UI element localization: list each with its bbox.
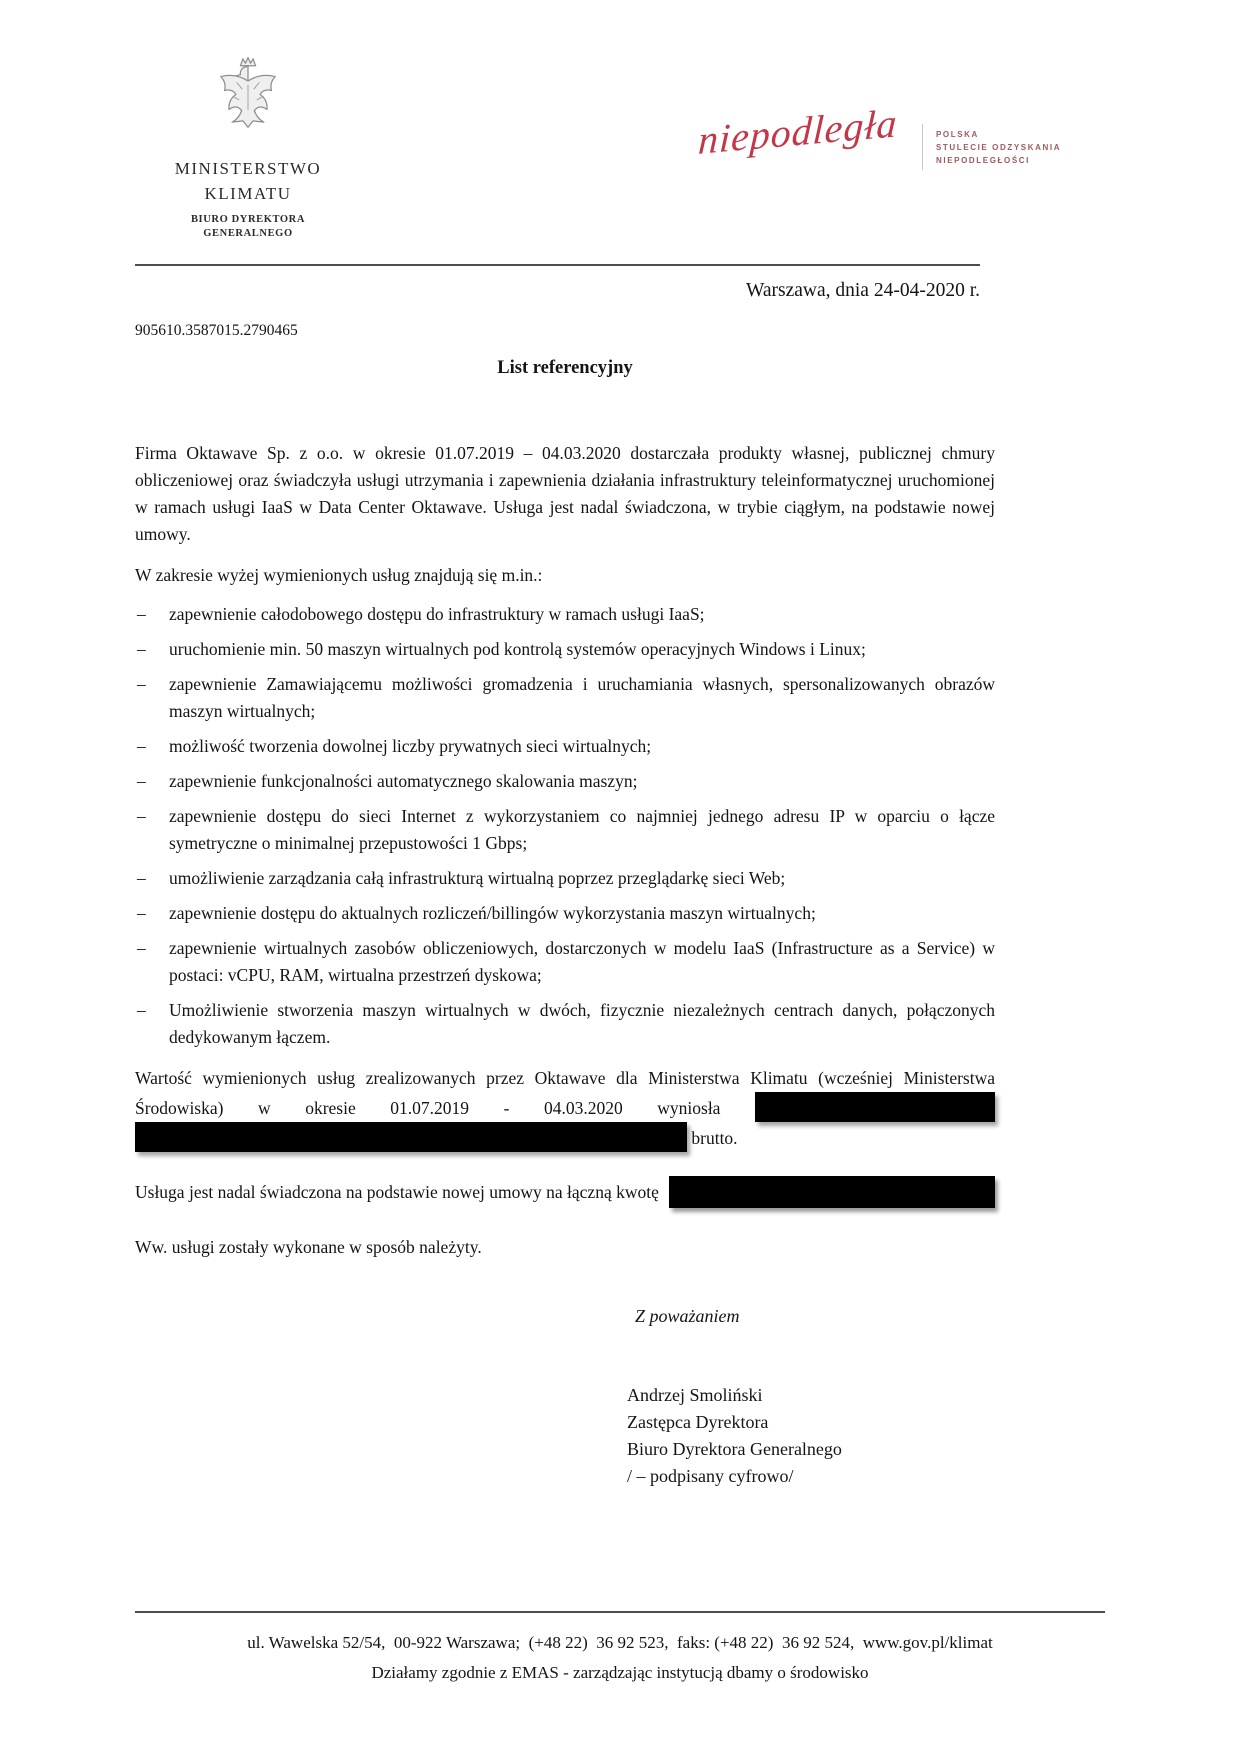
redaction-box-amount-3 — [669, 1176, 995, 1208]
footer — [135, 1628, 1105, 1688]
reference-number: 905610.3587015.2790465 — [135, 322, 298, 339]
intro-paragraph: Firma Oktawave Sp. z o.o. w okresie 01.07.2019 – 04.03.2020 dostarczała produkty własnej, publicznej chmury obliczeniowej oraz świadczyła usługi utrzymania i zapewnienia działania infrastruktury teleinformatycznej uruchomionej w ramach usługi IaaS w Data Center Oktawave. Usługa jest nadal świadczona, w trybie ciągłym, na podstawie nowej umowy. — [135, 443, 995, 544]
signer-title: Zastępca Dyrektora — [627, 1412, 769, 1432]
place-and-date: Warszawa, dnia 24-04-2020 r. — [746, 280, 980, 301]
polish-eagle-emblem-icon — [210, 52, 286, 148]
footer-emas-line: Działamy zgodnie z EMAS - zarządzając instytucją dbamy o środowisko — [371, 1663, 869, 1682]
new-contract-paragraph — [135, 1176, 995, 1208]
closing-statement: Ww. usługi zostały wykonane w sposób należyty. — [135, 1237, 482, 1257]
services-list-intro: W zakresie wyżej wymienionych usług znajdują się m.in.: — [135, 565, 543, 585]
list-item — [135, 865, 995, 892]
dash-bullet: – — [137, 868, 146, 888]
dash-bullet: – — [137, 771, 146, 791]
new-contract-text: Usługa jest nadal świadczona na podstawie nowej umowy na łączną kwotę — [135, 1181, 659, 1202]
dash-bullet: – — [137, 674, 146, 694]
list-item-text: zapewnienie Zamawiającemu możliwości gromadzenia i uruchamiania własnych, spersonalizowanych obrazów maszyn wirtualnych; — [169, 674, 995, 721]
document-title: List referencyjny — [497, 358, 633, 378]
salutation: Z poważaniem — [635, 1306, 740, 1326]
signer-department: Biuro Dyrektora Generalnego — [627, 1439, 842, 1459]
dash-bullet: – — [137, 639, 146, 659]
footer-divider-rule — [135, 1611, 1105, 1613]
list-item-text: umożliwienie zarządzania całą infrastrukturą wirtualną poprzez przeglądarkę sieci Web; — [169, 868, 786, 888]
list-item — [135, 900, 995, 927]
redaction-box-amount-2 — [135, 1122, 687, 1152]
list-item — [135, 636, 995, 663]
niepodlegla-caption-line1: POLSKA — [936, 130, 979, 139]
services-list — [135, 601, 995, 1051]
list-item — [135, 601, 995, 628]
dash-bullet: – — [137, 736, 146, 756]
list-item — [135, 935, 995, 989]
list-item — [135, 671, 995, 725]
list-item — [135, 768, 995, 795]
redaction-box-amount-1 — [755, 1092, 995, 1122]
list-item — [135, 803, 995, 857]
signer-name: Andrzej Smoliński — [627, 1385, 763, 1405]
dash-bullet: – — [137, 938, 146, 958]
ministry-name — [148, 156, 348, 206]
list-item-text: zapewnienie dostępu do aktualnych rozliczeń/billingów wykorzystania maszyn wirtualnych; — [169, 903, 816, 923]
value-paragraph-text: Wartość wymienionych usług zrealizowanych przez Oktawave dla Ministerstwa Klimatu (wcześniej Ministerstwa Środowiska) w okresie 01.07.2019 - 04.03.2020 wyniosła — [135, 1068, 995, 1118]
dash-bullet: – — [137, 1000, 146, 1020]
header-divider-rule — [135, 264, 980, 266]
ministry-name-line2: KLIMATU — [204, 184, 292, 203]
value-paragraph-suffix: brutto. — [691, 1128, 738, 1148]
list-item-text: uruchomienie min. 50 maszyn wirtualnych pod kontrolą systemów operacyjnych Windows i Linux; — [169, 639, 866, 659]
list-item-text: zapewnienie wirtualnych zasobów obliczeniowych, dostarczonych w modelu IaaS (Infrastructure as a Service) w postaci: vCPU, RAM, wirtualna przestrzeń dyskowa; — [169, 938, 995, 985]
list-item — [135, 733, 995, 760]
ministry-name-line1: MINISTERSTWO — [174, 159, 322, 178]
list-item — [135, 997, 995, 1051]
logo-divider — [922, 124, 923, 170]
letter-body — [135, 440, 995, 1261]
niepodlegla-caption-line3: NIEPODLEGŁOŚCI — [936, 156, 1030, 165]
dash-bullet: – — [137, 806, 146, 826]
ministry-dept-line1: BIURO DYREKTORA — [190, 214, 306, 225]
digital-signature-note: / – podpisany cyfrowo/ — [627, 1466, 794, 1486]
ministry-logo-block — [148, 52, 348, 241]
dash-bullet: – — [137, 903, 146, 923]
ministry-department — [148, 213, 348, 241]
niepodlegla-caption-line2: STULECIE ODZYSKANIA — [936, 143, 1062, 152]
niepodlegla-script-wordmark: niepodległa — [697, 100, 899, 163]
list-item-text: zapewnienie funkcjonalności automatycznego skalowania maszyn; — [169, 771, 638, 791]
list-item-text: zapewnienie całodobowego dostępu do infrastruktury w ramach usługi IaaS; — [169, 604, 705, 624]
niepodlegla-caption — [936, 128, 1061, 167]
list-item-text: zapewnienie dostępu do sieci Internet z wykorzystaniem co najmniej jednego adresu IP w oparciu o łącze symetryczne o minimalnej przepustowości 1 Gbps; — [169, 806, 995, 853]
value-paragraph — [135, 1065, 995, 1152]
ministry-dept-line2: GENERALNEGO — [203, 228, 293, 239]
dash-bullet: – — [137, 604, 146, 624]
list-item-text: Umożliwienie stworzenia maszyn wirtualnych w dwóch, fizycznie niezależnych centrach danych, połączonych dedykowanym łączem. — [169, 1000, 995, 1047]
footer-address-line: ul. Wawelska 52/54, 00-922 Warszawa; (+48 22) 36 92 523, faks: (+48 22) 36 92 524, www.gov.pl/klimat — [247, 1633, 993, 1652]
list-item-text: możliwość tworzenia dowolnej liczby prywatnych sieci wirtualnych; — [169, 736, 652, 756]
signature-block — [627, 1382, 842, 1490]
